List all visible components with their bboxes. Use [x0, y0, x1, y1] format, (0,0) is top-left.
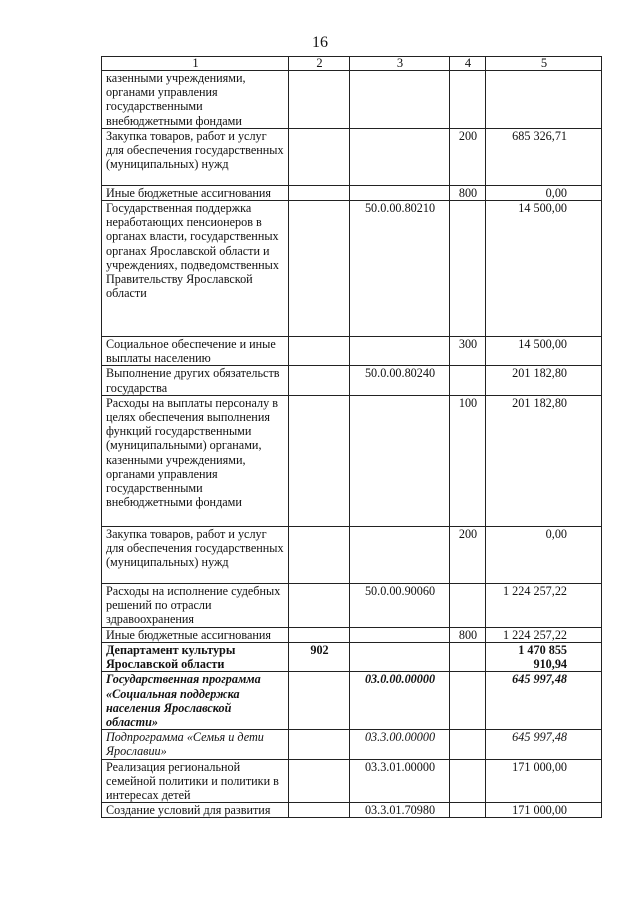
table-cell-col-5: 0,00 — [486, 526, 602, 583]
table-cell-col-1: Подпрограмма «Семья и дети Ярославии» — [102, 730, 289, 759]
table-cell-col-2 — [289, 71, 350, 129]
table-cell-col-1: Департамент культуры Ярославской области — [102, 643, 289, 672]
table-cell-col-1: Закупка товаров, работ и услуг для обеспечения государственных (муниципальных) нужд — [102, 128, 289, 185]
table-cell-col-2 — [289, 627, 350, 642]
table-cell-col-1: Иные бюджетные ассигнования — [102, 185, 289, 200]
table-cell-col-2 — [289, 583, 350, 627]
table-header-row — [102, 57, 602, 71]
header-col-1: 1 — [102, 57, 289, 71]
table-cell-col-4: 200 — [450, 128, 486, 185]
table-cell-col-1: Расходы на выплаты персоналу в целях обеспечения выполнения функций государственными (муниципальными) органами, казенными учреждениями, органами управления государственными внебюджетными фондами — [102, 395, 289, 526]
table-cell-col-2 — [289, 730, 350, 759]
table-cell-col-1: Государственная поддержка неработающих пенсионеров в органах власти, государственных органах Ярославской области и учреждениях, подведомственных Правительству Ярославской области — [102, 201, 289, 337]
table-cell-col-2 — [289, 803, 350, 818]
table-cell-col-1: Выполнение других обязательств государства — [102, 366, 289, 395]
table-cell-col-5: 645 997,48 — [486, 730, 602, 759]
table-cell-col-5: 685 326,71 — [486, 128, 602, 185]
table-cell-col-3: 50.0.00.90060 — [350, 583, 450, 627]
table-cell-col-4 — [450, 71, 486, 129]
table-cell-col-3 — [350, 337, 450, 366]
table-cell-col-4 — [450, 730, 486, 759]
table-row — [102, 583, 602, 627]
budget-table — [101, 56, 602, 818]
table-row — [102, 71, 602, 129]
table-cell-col-5: 1 470 855 910,94 — [486, 643, 602, 672]
table-cell-col-4 — [450, 672, 486, 730]
table-cell-col-5: 1 224 257,22 — [486, 583, 602, 627]
table-cell-col-2 — [289, 395, 350, 526]
table-cell-col-4 — [450, 201, 486, 337]
table-cell-col-4: 300 — [450, 337, 486, 366]
table-cell-col-1: Иные бюджетные ассигнования — [102, 627, 289, 642]
table-cell-col-1: Социальное обеспечение и иные выплаты населению — [102, 337, 289, 366]
table-cell-col-5: 201 182,80 — [486, 395, 602, 526]
table-cell-col-3: 03.3.01.00000 — [350, 759, 450, 803]
table-cell-col-5: 14 500,00 — [486, 337, 602, 366]
table-cell-col-3: 50.0.00.80210 — [350, 201, 450, 337]
table-cell-col-2 — [289, 201, 350, 337]
table-cell-col-2: 902 — [289, 643, 350, 672]
table-cell-col-4 — [450, 803, 486, 818]
table-cell-col-3 — [350, 71, 450, 129]
table-cell-col-5: 0,00 — [486, 185, 602, 200]
table-cell-col-3 — [350, 526, 450, 583]
table-cell-col-3 — [350, 128, 450, 185]
table-cell-col-3: 03.3.00.00000 — [350, 730, 450, 759]
table-cell-col-4 — [450, 643, 486, 672]
table-row — [102, 672, 602, 730]
table-row — [102, 759, 602, 803]
table-cell-col-5: 14 500,00 — [486, 201, 602, 337]
table-cell-col-4: 200 — [450, 526, 486, 583]
table-cell-col-5 — [486, 71, 602, 129]
table-cell-col-4: 100 — [450, 395, 486, 526]
table-cell-col-3: 03.0.00.00000 — [350, 672, 450, 730]
table-cell-col-2 — [289, 759, 350, 803]
budget-table-body — [102, 57, 602, 818]
table-row — [102, 643, 602, 672]
table-row — [102, 526, 602, 583]
table-cell-col-3 — [350, 185, 450, 200]
header-col-4: 4 — [450, 57, 486, 71]
table-cell-col-1: Закупка товаров, работ и услуг для обеспечения государственных (муниципальных) нужд — [102, 526, 289, 583]
table-cell-col-1: Государственная программа «Социальная поддержка населения Ярославской области» — [102, 672, 289, 730]
table-cell-col-5: 171 000,00 — [486, 803, 602, 818]
table-row — [102, 395, 602, 526]
table-cell-col-4: 800 — [450, 627, 486, 642]
table-row — [102, 128, 602, 185]
table-cell-col-1: Реализация региональной семейной политики и политики в интересах детей — [102, 759, 289, 803]
table-cell-col-5: 201 182,80 — [486, 366, 602, 395]
table-cell-col-1: Расходы на исполнение судебных решений по отрасли здравоохранения — [102, 583, 289, 627]
table-cell-col-1: Создание условий для развития — [102, 803, 289, 818]
table-cell-col-3 — [350, 627, 450, 642]
table-row — [102, 730, 602, 759]
header-col-2: 2 — [289, 57, 350, 71]
page-number: 16 — [312, 34, 328, 51]
table-cell-col-3: 50.0.00.80240 — [350, 366, 450, 395]
table-row — [102, 366, 602, 395]
table-cell-col-3: 03.3.01.70980 — [350, 803, 450, 818]
table-cell-col-2 — [289, 185, 350, 200]
header-col-3: 3 — [350, 57, 450, 71]
table-cell-col-4 — [450, 759, 486, 803]
table-cell-col-2 — [289, 526, 350, 583]
table-cell-col-4 — [450, 583, 486, 627]
table-row — [102, 803, 602, 818]
table-cell-col-2 — [289, 672, 350, 730]
table-cell-col-5: 1 224 257,22 — [486, 627, 602, 642]
table-row — [102, 185, 602, 200]
table-cell-col-2 — [289, 366, 350, 395]
table-cell-col-3 — [350, 395, 450, 526]
table-cell-col-3 — [350, 643, 450, 672]
table-cell-col-4 — [450, 366, 486, 395]
table-cell-col-2 — [289, 128, 350, 185]
table-cell-col-4: 800 — [450, 185, 486, 200]
table-row — [102, 337, 602, 366]
table-cell-col-1: казенными учреждениями, органами управления государственными внебюджетными фондами — [102, 71, 289, 129]
header-col-5: 5 — [486, 57, 602, 71]
table-cell-col-5: 645 997,48 — [486, 672, 602, 730]
table-row — [102, 627, 602, 642]
table-row — [102, 201, 602, 337]
table-cell-col-5: 171 000,00 — [486, 759, 602, 803]
table-cell-col-2 — [289, 337, 350, 366]
